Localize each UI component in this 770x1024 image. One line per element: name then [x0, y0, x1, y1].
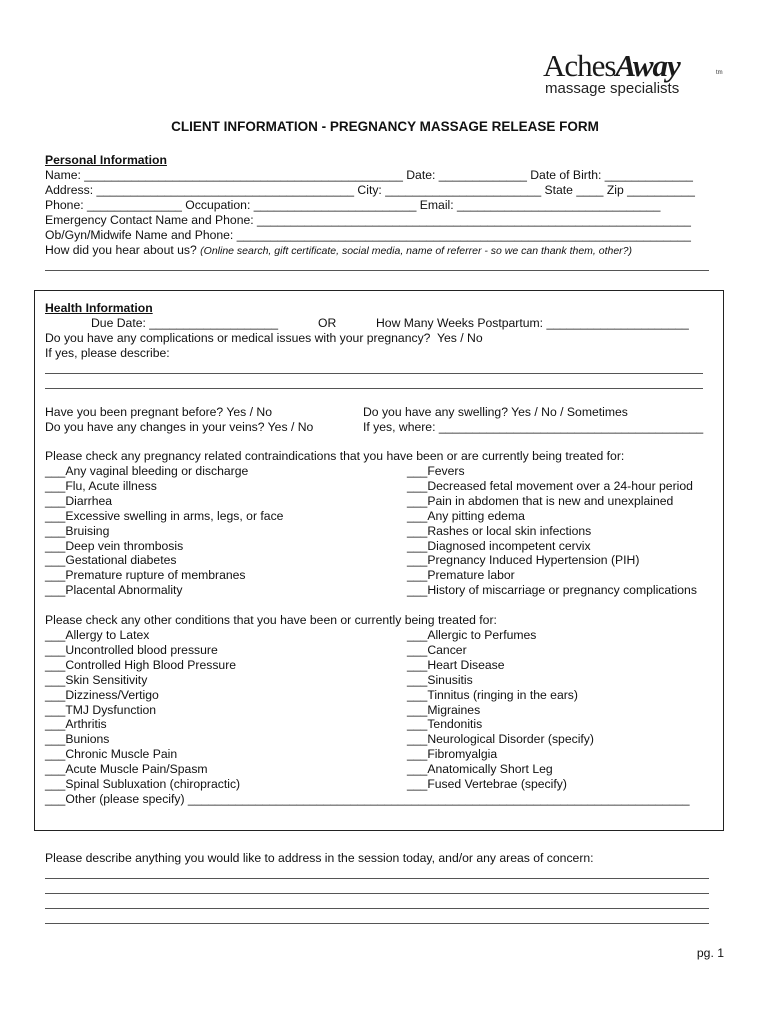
- name-line[interactable]: Name: _______________________________________________ Date: _____________ Date of Birth: _____________: [45, 168, 693, 182]
- checklist-item[interactable]: ___Cancer: [407, 642, 467, 657]
- hear-about-label: How did you hear about us?: [45, 243, 201, 257]
- checklist-item[interactable]: ___TMJ Dysfunction: [45, 702, 157, 717]
- checklist-item[interactable]: ___Any pitting edema: [407, 508, 525, 523]
- checklist-item[interactable]: ___Pain in abdomen that is new and unexplained: [407, 493, 674, 508]
- checklist-item[interactable]: ___Any vaginal bleeding or discharge: [45, 464, 249, 478]
- checklist-item[interactable]: ___Fibromyalgia: [407, 747, 498, 762]
- concerns-answer-line[interactable]: [45, 923, 709, 924]
- hear-about-answer-line[interactable]: [45, 270, 709, 271]
- checklist-item[interactable]: ___Tendonitis: [407, 717, 483, 732]
- hear-about-hint: (Online search, gift certificate, social media, name of referrer - so we can thank them, other?): [200, 245, 633, 257]
- checklist-item[interactable]: ___Heart Disease: [407, 657, 505, 672]
- address-line[interactable]: Address: ______________________________________ City: _______________________ State ____ Zip __________: [45, 183, 695, 197]
- obgyn-line[interactable]: Ob/Gyn/Midwife Name and Phone: ___________________________________________________________________: [45, 228, 691, 242]
- describe-label: If yes, please describe:: [45, 346, 170, 360]
- other-specify-field[interactable]: ___Other (please specify) __________________________________________________________________________: [45, 792, 690, 806]
- checklist-item[interactable]: ___Fevers: [407, 464, 465, 478]
- contraindications-heading: Please check any pregnancy related contraindications that you have been or are currently being treated for:: [45, 449, 625, 463]
- concerns-answer-line[interactable]: [45, 908, 709, 909]
- checklist-item[interactable]: ___Diarrhea: [45, 493, 113, 508]
- checklist-item[interactable]: ___Rashes or local skin infections: [407, 523, 592, 538]
- checklist-item[interactable]: ___Anatomically Short Leg: [407, 762, 553, 777]
- personal-heading: Personal Information: [45, 153, 167, 167]
- describe-answer-line[interactable]: [45, 373, 703, 374]
- describe-answer-line[interactable]: [45, 388, 703, 389]
- checklist-item[interactable]: ___Diagnosed incompetent cervix: [407, 538, 591, 553]
- weeks-postpartum-field[interactable]: How Many Weeks Postpartum: _____________________: [376, 316, 689, 330]
- checklist-item[interactable]: ___Excessive swelling in arms, legs, or face: [45, 508, 284, 523]
- concerns-answer-line[interactable]: [45, 893, 709, 894]
- session-concerns-prompt: Please describe anything you would like to address in the session today, and/or any areas of concern:: [45, 851, 594, 865]
- checklist-item[interactable]: ___Acute Muscle Pain/Spasm: [45, 762, 208, 777]
- pregnant-before-question[interactable]: Have you been pregnant before? Yes / No: [45, 405, 272, 419]
- checklist-item[interactable]: ___Arthritis: [45, 717, 107, 732]
- checklist-item[interactable]: ___Spinal Subluxation (chiropractic): [45, 777, 241, 791]
- checklist-item[interactable]: ___Premature labor: [407, 568, 515, 583]
- due-date-field[interactable]: Due Date: ___________________: [91, 316, 279, 330]
- concerns-answer-line[interactable]: [45, 878, 709, 879]
- checklist-item[interactable]: ___Bunions: [45, 732, 110, 747]
- checklist-item[interactable]: ___Fused Vertebrae (specify): [407, 777, 567, 791]
- hear-about-line: [45, 243, 632, 258]
- or-label: OR: [318, 316, 337, 330]
- checklist-item[interactable]: ___Gestational diabetes: [45, 553, 177, 568]
- checklist-item[interactable]: ___Migraines: [407, 702, 481, 717]
- form-title: CLIENT INFORMATION - PREGNANCY MASSAGE RELEASE FORM: [171, 119, 599, 134]
- checklist-item[interactable]: ___Bruising: [45, 523, 110, 538]
- phone-line[interactable]: Phone: ______________ Occupation: ________________________ Email: ______________________________: [45, 198, 661, 212]
- veins-question[interactable]: Do you have any changes in your veins? Yes / No: [45, 420, 314, 434]
- checklist-item[interactable]: ___Allergy to Latex: [45, 628, 150, 642]
- checklist-item[interactable]: ___Allergic to Perfumes: [407, 628, 537, 642]
- logo-trademark: tm: [716, 70, 723, 76]
- checklist-item[interactable]: ___Skin Sensitivity: [45, 672, 148, 687]
- checklist-item[interactable]: ___Controlled High Blood Pressure: [45, 657, 237, 672]
- complications-question[interactable]: Do you have any complications or medical issues with your pregnancy? Yes / No: [45, 331, 483, 345]
- logo-brand-bold: Away: [615, 48, 680, 83]
- checklist-item[interactable]: ___Premature rupture of membranes: [45, 568, 246, 583]
- health-heading: Health Information: [45, 301, 153, 315]
- logo: [543, 48, 733, 104]
- swelling-where-field[interactable]: If yes, where: _______________________________________: [363, 420, 704, 434]
- checklist-item[interactable]: ___Dizziness/Vertigo: [45, 687, 159, 702]
- other-conditions-heading: Please check any other conditions that you have been or currently being treated for:: [45, 613, 497, 627]
- checklist-item[interactable]: ___Deep vein thrombosis: [45, 538, 184, 553]
- checklist-item[interactable]: ___Pregnancy Induced Hypertension (PIH): [407, 553, 640, 568]
- logo-brand-regular: Aches: [543, 48, 616, 83]
- checklist-item[interactable]: ___Uncontrolled blood pressure: [45, 642, 218, 657]
- checklist-item[interactable]: ___Chronic Muscle Pain: [45, 747, 178, 762]
- emergency-contact-line[interactable]: Emergency Contact Name and Phone: ________________________________________________________________: [45, 213, 691, 227]
- checklist-item[interactable]: ___Placental Abnormality: [45, 583, 183, 598]
- checklist-item[interactable]: ___Flu, Acute illness: [45, 478, 157, 493]
- checklist-item[interactable]: ___Sinusitis: [407, 672, 473, 687]
- page-number: pg. 1: [696, 946, 724, 960]
- checklist-item[interactable]: ___Decreased fetal movement over a 24-hour period: [407, 478, 693, 493]
- logo-wordmark: [543, 48, 680, 84]
- checklist-item[interactable]: ___History of miscarriage or pregnancy complications: [407, 583, 697, 598]
- logo-tagline: massage specialists: [545, 80, 680, 97]
- checklist-item[interactable]: ___Neurological Disorder (specify): [407, 732, 594, 747]
- swelling-question[interactable]: Do you have any swelling? Yes / No / Sometimes: [363, 405, 628, 419]
- checklist-item[interactable]: ___Tinnitus (ringing in the ears): [407, 687, 578, 702]
